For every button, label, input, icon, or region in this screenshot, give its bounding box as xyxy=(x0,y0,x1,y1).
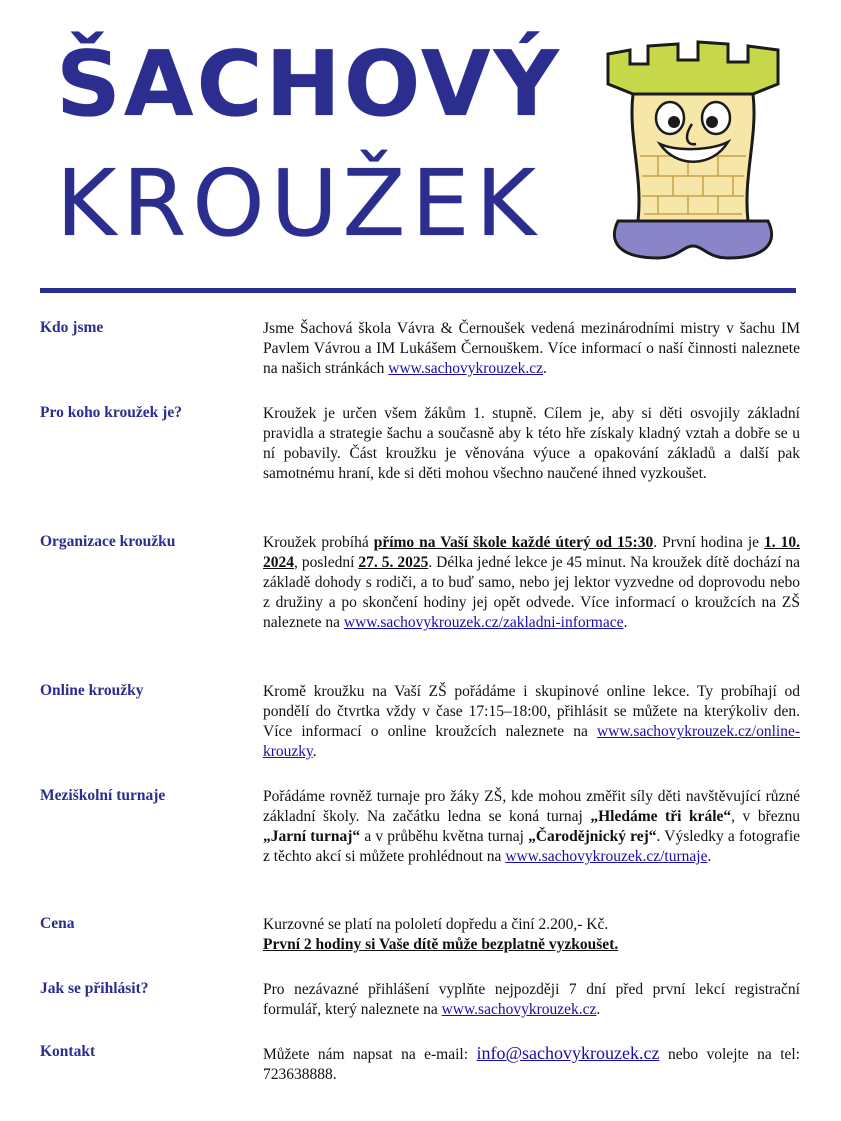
section-label: Meziškolní turnaje xyxy=(40,787,166,804)
body-text-end: . xyxy=(543,360,547,377)
section-label: Jak se přihlásit? xyxy=(40,980,149,997)
section-label: Kontakt xyxy=(40,1043,96,1060)
email-link[interactable]: info@sachovykrouzek.cz xyxy=(476,1043,660,1063)
title-line-2: KROUŽEK xyxy=(56,150,542,257)
section-body: Kroužek probíhá přímo na Vaší škole každé úterý od 15:30. První hodina je 1. 10. 2024, poslední 27. 5. 2025. Délka jedné lekce je 45 minut. Na kroužek dítě dochází na základě dohody s rodiči, a to buď samo, nebo jej lektor vyzvedne od doprovodu nebo z družiny a po skončení hodiny jej opět odvede. Více informací o kroužcích na ZŠ naleznete na www.sachovykrouzek.cz/zakladni-informace. xyxy=(263,534,801,631)
price-text: Kurzovné se platí na pololetí dopředu a činí 2.200,- Kč. xyxy=(263,916,609,933)
tournament-name: „Hledáme tři krále“ xyxy=(590,808,732,825)
section-label: Pro koho kroužek je? xyxy=(40,404,182,421)
body-text: Jsme Šachová škola Vávra & Černoušek vedená mezinárodními mistry v šachu IM Pavlem Vávrou a IM Lukášem Černouškem. Více informací o naší činnosti naleznete na našich stránkách xyxy=(263,320,800,377)
header-divider xyxy=(40,288,796,293)
section-label: Kdo jsme xyxy=(40,319,104,336)
section-body: Můžete nám napsat na e-mail: info@sachovykrouzek.cz nebo volejte na tel: 723638888. xyxy=(263,1043,800,1083)
section-body: Kroužek je určen všem žákům 1. stupně. Cílem je, aby si děti osvojily základní pravidla a strategie šachu a současně aby k této hře získaly kladný vztah a dobře se u ní pobavily. Část kroužku je věnována výuce a opakování základů a další pak samotnému hraní, kde si děti mohou všechno naučené ihned vyzkoušet. xyxy=(263,405,800,482)
section-label: Cena xyxy=(40,915,75,932)
registration-link[interactable]: www.sachovykrouzek.cz xyxy=(441,1001,597,1018)
free-trial-note: První 2 hodiny si Vaše dítě může bezplatně vyzkoušet. xyxy=(263,936,619,953)
website-link[interactable]: www.sachovykrouzek.cz xyxy=(388,360,544,377)
first-lesson-date: 1. 10. 2024 xyxy=(263,534,801,571)
section-body: Pro nezávazné přihlášení vyplňte nejpozději 7 dní před první lekcí registrační formulář, který naleznete na www.sachovykrouzek.cz. xyxy=(263,981,800,1018)
section-body xyxy=(263,319,800,379)
section-label: Organizace kroužku xyxy=(40,533,176,550)
section-body: Pořádáme rovněž turnaje pro žáky ZŠ, kde mohou změřit síly děti navštěvující různé základní školy. Na začátku ledna se koná turnaj „Hledáme tři krále“, v březnu „Jarní turnaj“ a v průběhu května turnaj „Čarodějnický rej“. Výsledky a fotografie z těchto akcí si můžete prohlédnout na www.sachovykrouzek.cz/turnaje. xyxy=(263,788,801,865)
section-body xyxy=(263,915,800,955)
tournament-name: „Jarní turnaj“ xyxy=(263,828,361,845)
tournaments-link[interactable]: www.sachovykrouzek.cz/turnaje xyxy=(505,848,708,865)
section-label: Online kroužky xyxy=(40,682,144,699)
last-lesson-date: 27. 5. 2025 xyxy=(358,554,429,571)
title-line-1: ŠACHOVÝ xyxy=(56,32,562,137)
info-link[interactable]: www.sachovykrouzek.cz/zakladni-informace xyxy=(343,614,624,631)
schedule-highlight: přímo na Vaší škole každé úterý od 15:30 xyxy=(373,534,654,551)
section-body: Kromě kroužku na Vaší ZŠ pořádáme i skupinové online lekce. Ty probíhají od pondělí do čtvrtka vždy v čase 17:15–18:00, přihlásit se můžete na kterýkoliv den. Více informací o online kroužcích naleznete na www.sachovykrouzek.cz/online-krouzky. xyxy=(263,683,800,760)
online-link[interactable]: www.sachovykrouzek.cz/online-krouzky xyxy=(263,723,800,760)
chess-rook-mascot-icon xyxy=(588,36,798,266)
tournament-name: „Čarodějnický rej“ xyxy=(528,828,657,845)
